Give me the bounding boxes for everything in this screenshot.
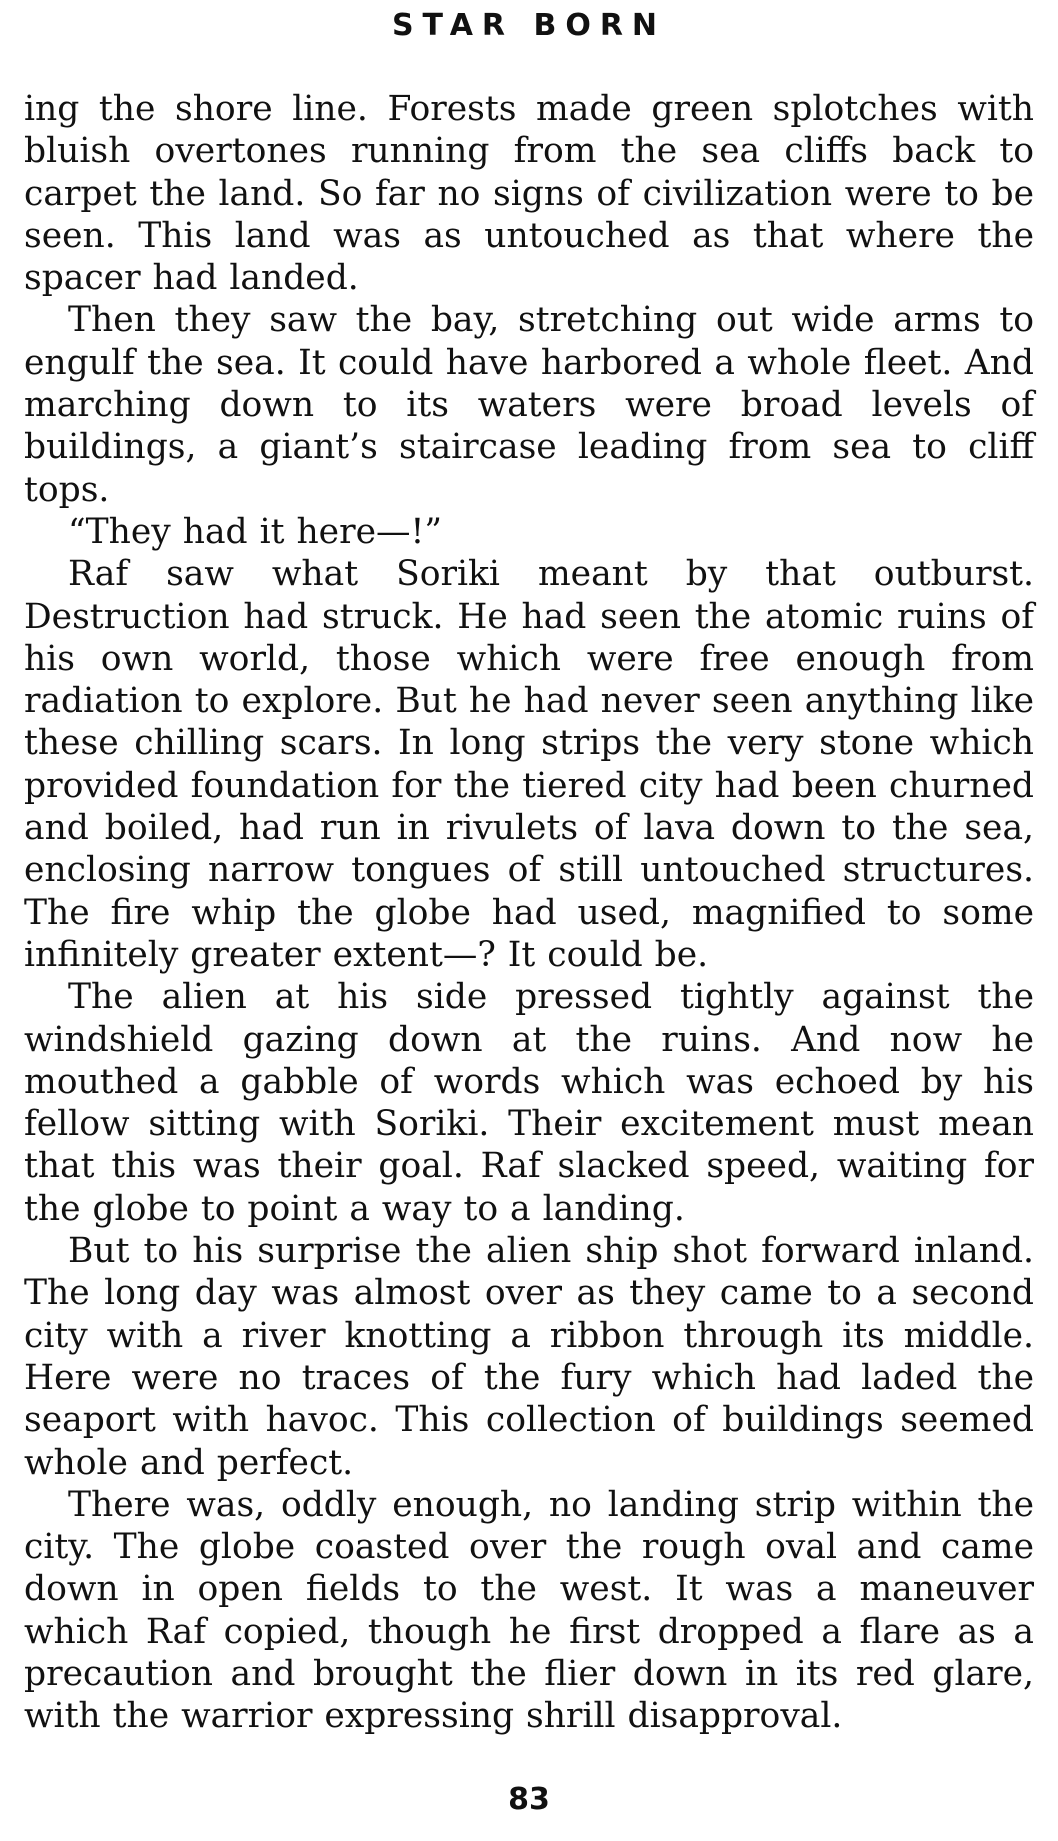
paragraph: But to his surprise the alien ship shot forward inland. The long day was almost over as they came to a second city with a river knotting a ribbon through its middle. Here were no traces of the fury which had laded the seaport with havoc. This collection of buildings seemed whole and perfect.: [24, 1231, 1034, 1483]
body-text: [24, 88, 1034, 1738]
paragraph: ing the shore line. Forests made green splotches with bluish overtones running from the sea cliffs back to carpet the land. So far no signs of civilization were to be seen. This land was as untouched as that where the spacer had landed.: [24, 89, 1034, 299]
paragraph: The alien at his side pressed tightly against the windshield gazing down at the ruins. And now he mouthed a gabble of words which was echoed by his fellow sitting with Soriki. Their excitement must mean that this was their goal. Raf slacked speed, waiting for the globe to point a way to a landing.: [24, 977, 1034, 1229]
paragraph: Then they saw the bay, stretching out wide arms to engulf the sea. It could have harbored a whole fleet. And marching down to its waters were broad levels of buildings, a giant’s staircase leading from sea to cliff tops.: [24, 300, 1034, 510]
paragraph: There was, oddly enough, no landing strip within the city. The globe coasted over the rough oval and came down in open fields to the west. It was a maneuver which Raf copied, though he first dropped a flare as a precaution and brought the flier down in its red glare, with the warrior expressing shrill disapproval.: [24, 1484, 1034, 1737]
paragraph: Raf saw what Soriki meant by that outburst. Destruction had struck. He had seen the atomic ruins of his own world, those which were free enough from radiation to explore. But he had never seen anything like these chilling scars. In long strips the very stone which provided foundation for the tiered city had been churned and boiled, had run in rivulets of lava down to the sea, enclosing narrow tongues of still untouched structures. The fire whip the globe had used, magnified to some infinitely greater extent—? It could be.: [24, 554, 1034, 975]
paragraph: “They had it here—!”: [68, 511, 442, 552]
page-number: 83: [508, 1782, 550, 1817]
running-head: STAR BORN: [391, 8, 667, 43]
